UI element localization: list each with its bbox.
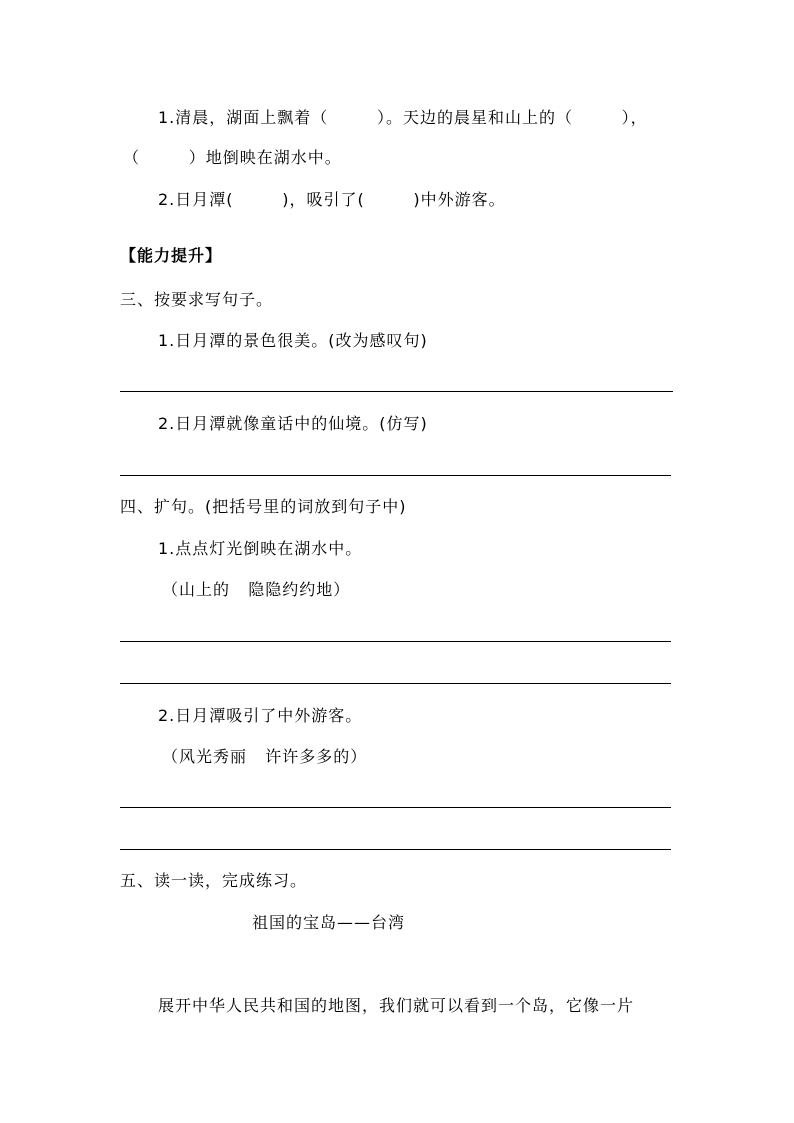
section-3-item-2: 2.日月潭就像童话中的仙境。(仿写) [158, 414, 428, 433]
section-3-item-1: 1.日月潭的景色很美。(改为感叹句) [158, 331, 428, 350]
section-4-item-2-words: （风光秀丽 许许多多的） [162, 747, 368, 766]
answer-line[interactable] [120, 807, 671, 808]
passage-title: 祖国的宝岛——台湾 [252, 913, 406, 932]
answer-line[interactable] [120, 475, 671, 476]
q2-item-1-line-1: 1.清晨，湖面上飘着（ ）。天边的晨星和山上的（ ）， [158, 108, 648, 127]
section-4-item-2: 2.日月潭吸引了中外游客。 [158, 706, 363, 725]
section-5-title: 五、读一读，完成练习。 [120, 871, 308, 890]
section-4-item-1: 1.点点灯光倒映在湖水中。 [158, 539, 363, 558]
section-4-title: 四、扩句。(把括号里的词放到句子中) [120, 497, 407, 516]
section-3-title: 三、按要求写句子。 [120, 290, 274, 309]
section-4-item-1-words: （山上的 隐隐约约地） [162, 580, 351, 599]
passage-paragraph: 展开中华人民共和国的地图，我们就可以看到一个岛，它像一片 [158, 996, 635, 1015]
answer-line[interactable] [120, 849, 671, 850]
q2-item-2: 2.日月潭( )，吸引了( )中外游客。 [158, 190, 506, 209]
answer-line[interactable] [120, 683, 671, 684]
section-heading-ability: 【能力提升】 [120, 246, 223, 265]
answer-line[interactable] [120, 641, 671, 642]
answer-line[interactable] [120, 391, 673, 392]
q2-item-1-line-2: （ ）地倒映在湖水中。 [123, 148, 342, 167]
